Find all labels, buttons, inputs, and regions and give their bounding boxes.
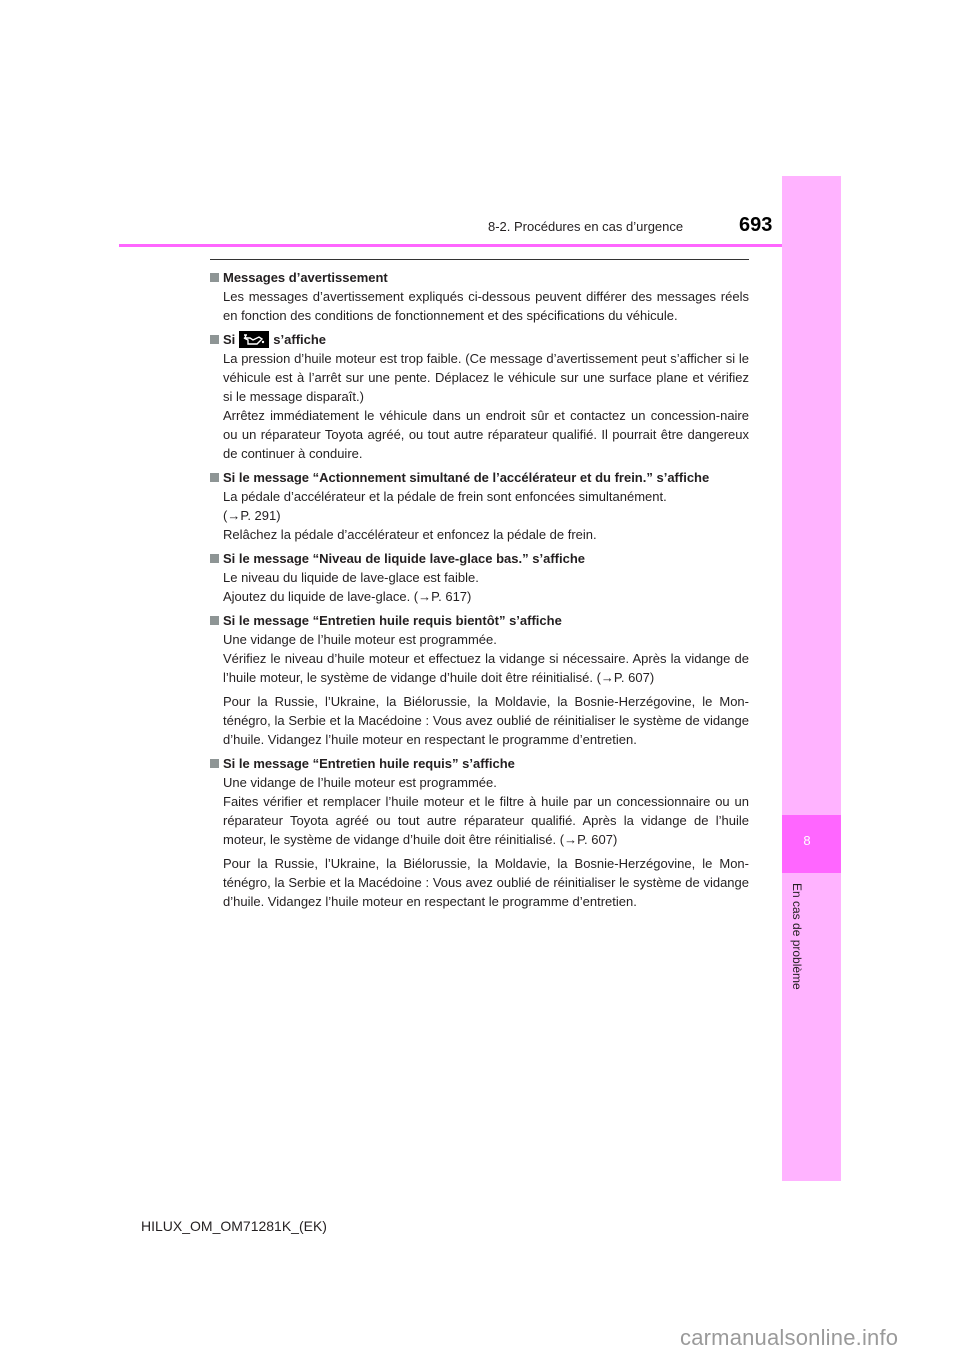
section-heading: Si le message “Actionnement simultané de l’accélérateur et du frein.” s’affiche: [223, 470, 710, 485]
paragraph: Vérifiez le niveau d’huile moteur et effectuez la vidange si nécessaire. Après la vidange de l’huile moteur, le système de vidange d’huile doit être réinitialisé. (→P. 607): [223, 651, 749, 685]
oil-pressure-warning-icon: [239, 331, 269, 348]
header-rule: [119, 244, 782, 247]
paragraph: Pour la Russie, l’Ukraine, la Biélorussie, la Moldavie, la Bosnie-Herzégovine, le Mon-ténégro, la Serbie et la Macédoine : Vous avez oublié de réinitialiser le système de vidange d’huile. Vidangez l’huile moteur en respectant le programme d’entretien.: [223, 694, 749, 747]
square-bullet-icon: [210, 759, 219, 768]
paragraph: Le niveau du liquide de lave-glace est faible.: [223, 570, 479, 585]
paragraph: Faites vérifier et remplacer l’huile moteur et le filtre à huile par un concessionnaire ou un réparateur Toyota agréé ou tout autre réparateur qualifié. Après la vidange de l’huile moteur, le système de vidange d’huile doit être réinitialisé. (→P. 607): [223, 794, 749, 847]
paragraph: Ajoutez du liquide de lave-glace. (→P. 617): [223, 589, 472, 604]
document-code: HILUX_OM_OM71281K_(EK): [141, 1218, 327, 1234]
paragraph: Pour la Russie, l’Ukraine, la Biélorussie, la Moldavie, la Bosnie-Herzégovine, le Mon-ténégro, la Serbie et la Macédoine : Vous avez oublié de réinitialiser le système de vidange d’huile. Vidangez l’huile moteur en respectant le programme d’entretien.: [223, 856, 749, 909]
page-reference-link[interactable]: (→P. 291): [223, 508, 281, 523]
section-heading: Si le message “Entretien huile requis” s’affiche: [223, 756, 515, 771]
square-bullet-icon: [210, 616, 219, 625]
section-heading-suffix: s’affiche: [273, 332, 327, 347]
paragraph: Les messages d’avertissement expliqués ci-dessous peuvent différer des messages réels en fonction des conditions de fonctionnement et des spécifications du véhicule.: [223, 289, 749, 323]
section-heading: Messages d’avertissement: [223, 270, 388, 285]
section-heading: Si le message “Entretien huile requis bientôt” s’affiche: [223, 613, 562, 628]
section-oil-maintenance-soon: [210, 611, 749, 749]
chapter-number-block: [782, 815, 841, 873]
section-heading: Si le message “Niveau de liquide lave-glace bas.” s’affiche: [223, 551, 585, 566]
chapter-side-tab: [782, 176, 841, 1181]
watermark-link[interactable]: carmanualsonline.info: [680, 1325, 899, 1350]
section-oil-maintenance-required: [210, 754, 749, 911]
paragraph: Une vidange de l’huile moteur est programmée.: [223, 632, 497, 647]
section-heading-prefix: Si: [223, 332, 236, 347]
content-divider: [210, 259, 749, 260]
section-washer-fluid: [210, 549, 749, 606]
paragraph: Relâchez la pédale d’accélérateur et enfoncez la pédale de frein.: [223, 527, 597, 542]
square-bullet-icon: [210, 273, 219, 282]
paragraph: Une vidange de l’huile moteur est programmée.: [223, 775, 497, 790]
square-bullet-icon: [210, 473, 219, 482]
chapter-label: En cas de problème: [790, 883, 804, 990]
paragraph: Arrêtez immédiatement le véhicule dans un endroit sûr et contactez un concession-naire ou un réparateur Toyota agréé, ou tout autre réparateur qualifié. Il pourrait être dangereux de continuer à conduire.: [223, 408, 749, 461]
square-bullet-icon: [210, 335, 219, 344]
section-warning-messages: [210, 268, 749, 325]
section-oil-pressure: [210, 330, 749, 463]
paragraph: La pression d’huile moteur est trop faible. (Ce message d’avertissement peut s’afficher si le véhicule est à l’arrêt sur une pente. Déplacez le véhicule sur une surface plane et vérifiez si le message disparaît.): [223, 351, 749, 404]
page-number: 693: [739, 214, 773, 236]
chapter-number: 8: [803, 833, 811, 848]
main-content: [210, 268, 749, 916]
section-title: 8-2. Procédures en cas d’urgence: [488, 219, 684, 234]
section-simultaneous-pedals: [210, 468, 749, 544]
paragraph: La pédale d’accélérateur et la pédale de frein sont enfoncées simultanément.: [223, 489, 667, 504]
square-bullet-icon: [210, 554, 219, 563]
